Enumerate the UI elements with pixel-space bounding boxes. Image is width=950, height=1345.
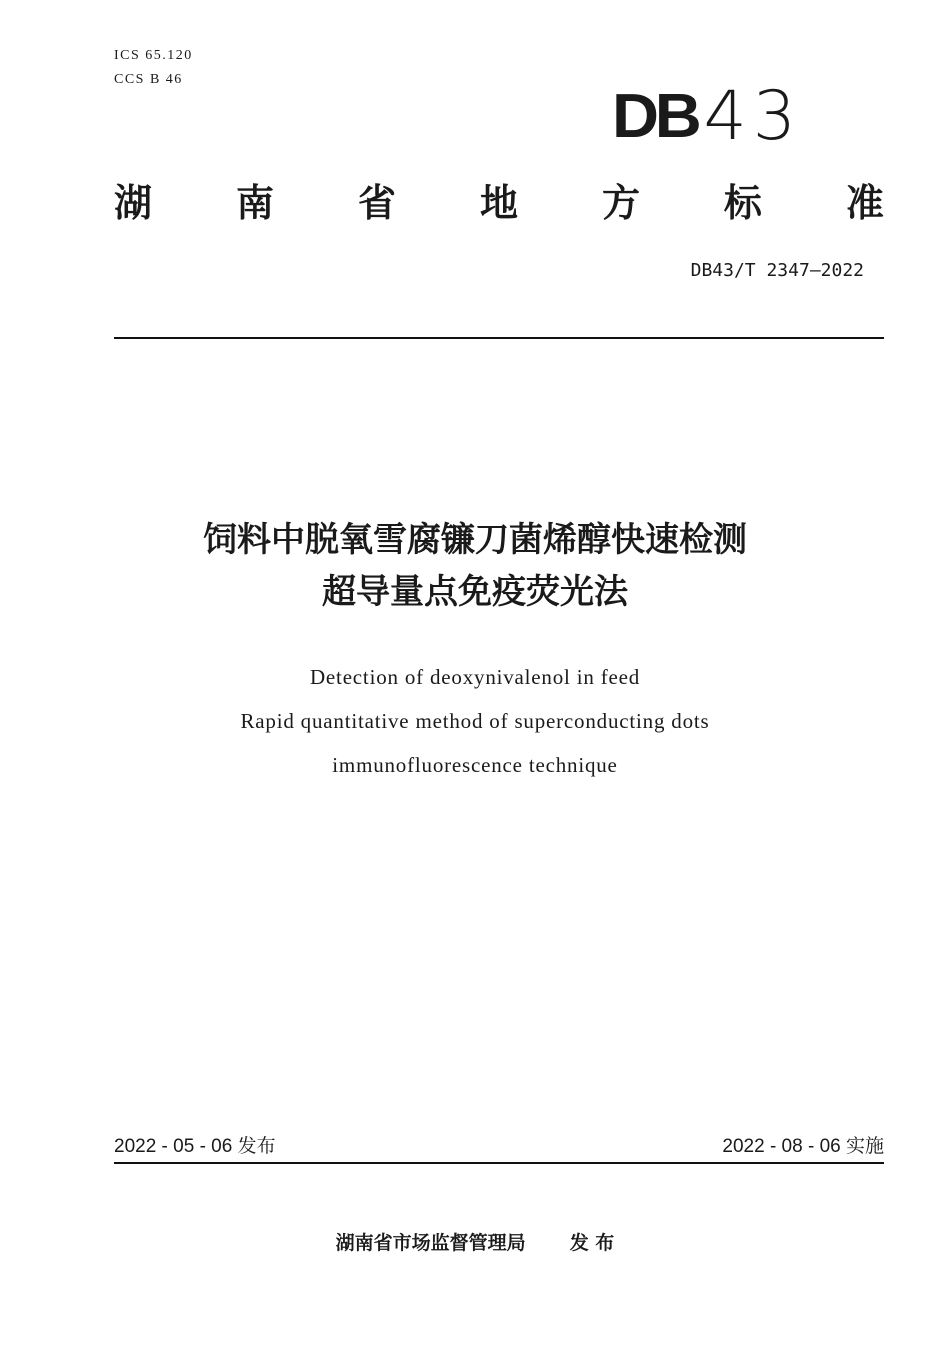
top-divider [114, 337, 884, 339]
standard-type-char: 省 [357, 181, 396, 225]
db-logo-prefix: DB [611, 82, 698, 151]
english-title-line-3: immunofluorescence technique [332, 753, 618, 777]
chinese-title-line-1: 饲料中脱氧雪腐镰刀菌烯醇快速检测 [203, 520, 747, 560]
standard-type-char: 标 [723, 181, 762, 225]
standard-type-char: 准 [845, 181, 884, 225]
publisher-line [0, 1228, 950, 1255]
english-title-line-2: Rapid quantitative method of superconducting dots [240, 709, 710, 733]
publisher-action: 发 布 [569, 1232, 615, 1254]
implementation-date: 2022 - 08 - 06 实施 [722, 1136, 884, 1157]
issue-date: 2022 - 05 - 06 发布 [114, 1136, 276, 1157]
bottom-divider [114, 1162, 884, 1164]
standard-number: DB43/T 2347—2022 [690, 260, 864, 281]
publisher-name: 湖南省市场监督管理局 [335, 1232, 526, 1254]
db-logo-number: 43 [703, 77, 802, 156]
chinese-title [60, 514, 890, 618]
english-title-line-1: Detection of deoxynivalenol in feed [309, 665, 641, 689]
standard-type-heading [114, 178, 884, 228]
standard-type-char: 方 [601, 181, 640, 225]
standard-type-char: 地 [479, 181, 518, 225]
dates-row [114, 1131, 884, 1158]
ccs-code: CCS B 46 [114, 72, 183, 87]
standard-type-char: 南 [235, 181, 274, 225]
english-title [60, 655, 890, 787]
db-logo [611, 77, 802, 156]
standard-type-char: 湖 [114, 181, 153, 225]
chinese-title-line-2: 超导量点免疫荧光法 [322, 572, 628, 612]
classification-codes [114, 44, 193, 92]
ics-code: ICS 65.120 [114, 48, 193, 63]
